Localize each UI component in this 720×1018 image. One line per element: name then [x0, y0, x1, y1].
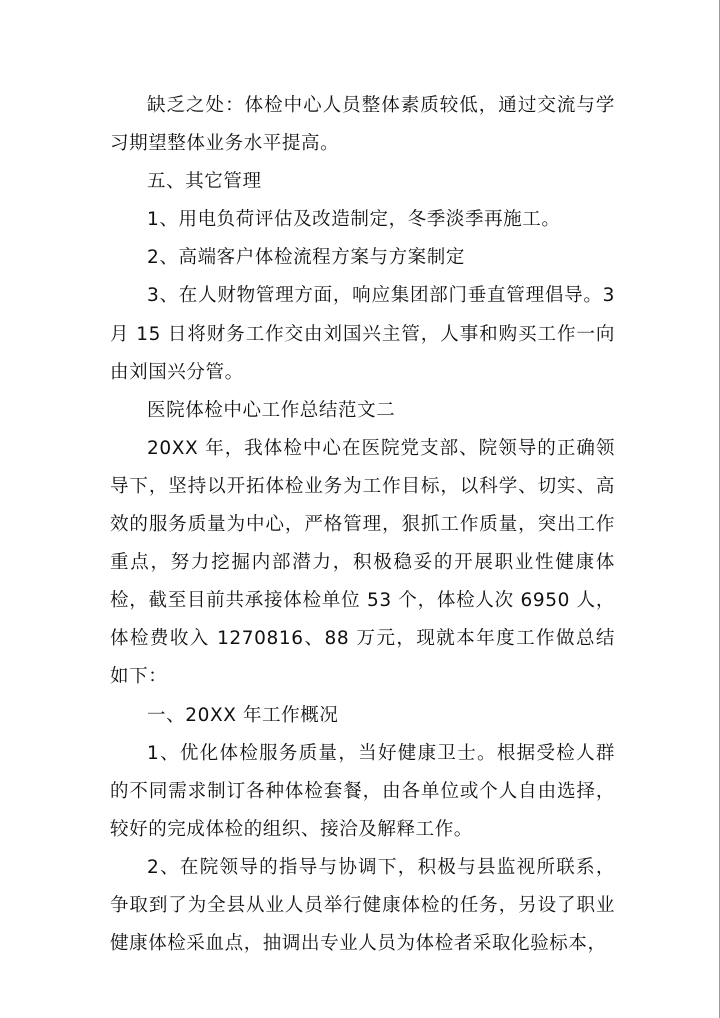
- paragraph-annual-intro: 20XX 年，我体检中心在医院党支部、院领导的正确领导下，坚持以开拓体检业务为工作目标，以科学、切实、高效的服务质量为中心，严格管理，狠抓工作质量，突出工作重点，努力挖掘内部潜力，积极稳妥的开展职业性健康体检，截至目前共承接体检单位 53 个，体检人次 6950 人，体检费收入 1270816、88 万元，现就本年度工作做总结如下：: [110, 437, 615, 688]
- paragraph-shortcomings: 缺乏之处：体检中心人员整体素质较低，通过交流与学习期望整体业务水平提高。: [110, 95, 615, 155]
- list-item-power-load: 1、用电负荷评估及改造制定，冬季淡季再施工。: [147, 209, 561, 231]
- section-title-summary-two: 医院体检中心工作总结范文二: [147, 399, 396, 421]
- heading-other-management: 五、其它管理: [147, 171, 262, 193]
- list-item-high-end-clients: 2、高端客户体检流程方案与方案制定: [147, 247, 465, 269]
- list-item-coordination: 2、在院领导的指导与协调下，积极与县监视所联系，争取到了为全县从业人员举行健康体检的任务，另设了职业健康体检采血点，抽调出专业人员为体检者采取化验标本，: [110, 856, 615, 955]
- list-item-management: 3、在人财物管理方面，响应集团部门垂直管理倡导。3月 15 日将财务工作交由刘国兴主管，人事和购买工作一向由刘国兴分管。: [110, 285, 615, 383]
- document-body: [110, 87, 615, 963]
- heading-work-overview: 一、20XX 年工作概况: [147, 704, 339, 726]
- list-item-service-quality: 1、优化体检服务质量，当好健康卫士。根据受检人群的不同需求制订各种体检套餐，由各单位或个人自由选择，较好的完成体检的组织、接洽及解释工作。: [110, 742, 615, 840]
